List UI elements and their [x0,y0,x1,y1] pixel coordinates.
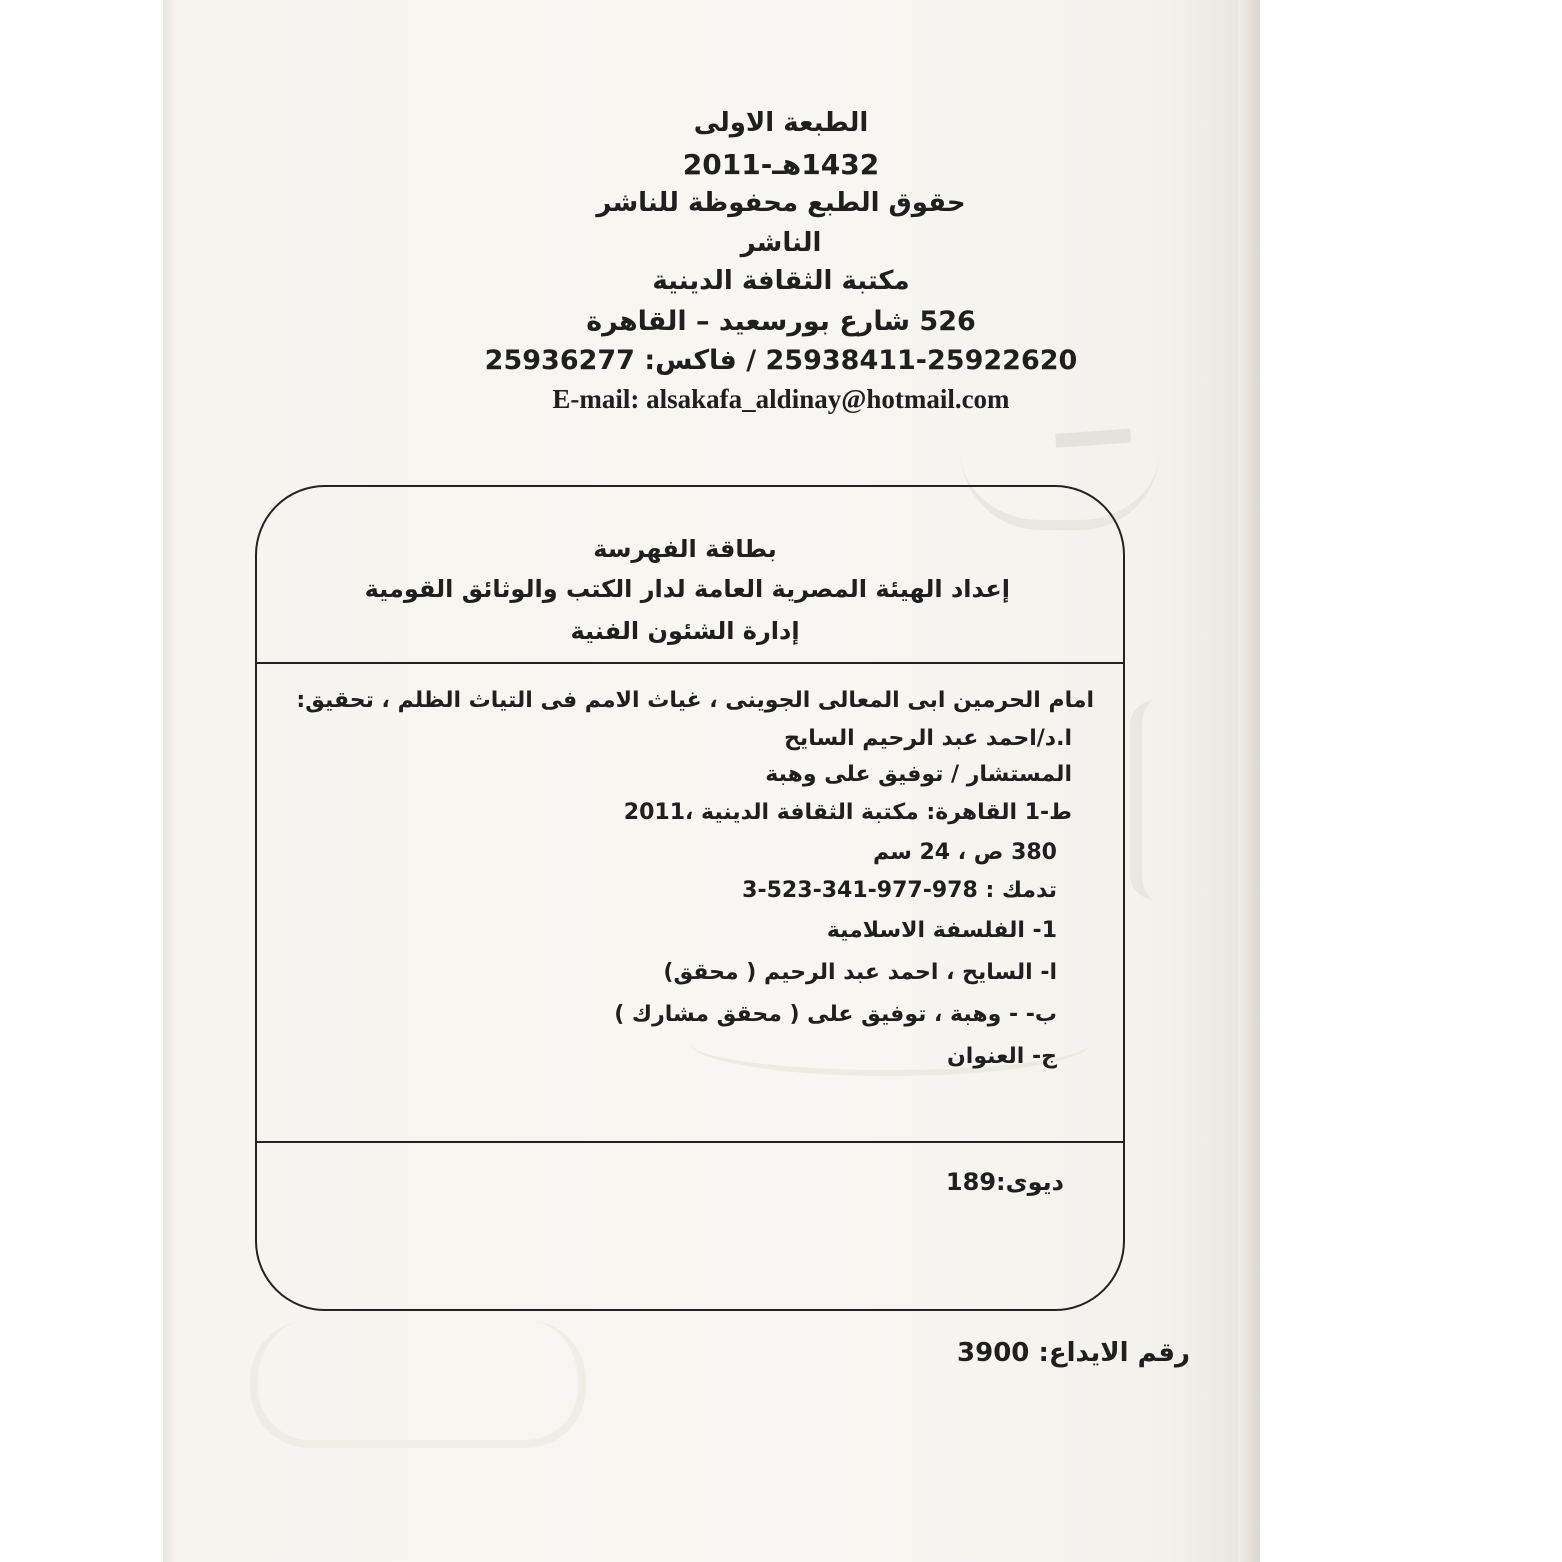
year-line: 1432هـ-2011 [682,148,880,181]
catalog-entry-line: ا- السايح ، احمد عبد الرحيم ( محقق) [663,960,1057,985]
publisher-email: E-mail: alsakafa_aldinay@hotmail.com [552,384,1010,414]
bleed-through-mark [250,1320,586,1448]
bleed-through-mark [1130,700,1182,900]
catalog-card-prepared-by: إعداد الهيئة المصرية العامة لدار الكتب والوثائق القومية [364,575,1010,603]
edition-line: الطبعة الاولى [693,108,869,138]
card-divider [257,1141,1123,1143]
deposit-number: رقم الايداع: 3900 [957,1338,1190,1368]
dewey-classification: ديوى:189 [945,1168,1064,1196]
publisher-phones: 25938411-25922620 / فاكس: 25936277 [484,345,1078,376]
publisher-label: الناشر [740,228,822,258]
rights-line: حقوق الطبع محفوظة للناشر [596,188,966,218]
publisher-name: مكتبة الثقافة الدينية [652,266,910,296]
card-divider [257,662,1123,664]
catalog-entry-line: 1- الفلسفة الاسلامية [826,918,1057,943]
catalog-entry-line: المستشار / توفيق على وهبة [765,762,1072,787]
catalog-card-title: بطاقة الفهرسة [593,535,777,563]
catalog-entry-line: ج- العنوان [947,1044,1057,1069]
catalog-entry-line: ا.د/احمد عبد الرحيم السايح [784,726,1072,751]
bleed-through-mark: _ [1043,267,1132,449]
catalog-entry-line: ط-1 القاهرة: مكتبة الثقافة الدينية ،2011 [623,800,1072,825]
catalog-entry-line: ب- - وهبة ، توفيق على ( محقق مشارك ) [614,1002,1057,1027]
catalog-entry-line: 380 ص ، 24 سم [872,840,1057,865]
catalog-entry-line: امام الحرمين ابى المعالى الجوينى ، غياث الامم فى التياث الظلم ، تحقيق: [296,688,1094,713]
catalog-card-department: إدارة الشئون الفنية [570,617,800,645]
catalog-entry-line: تدمك : 978-977-341-523-3 [742,878,1057,903]
publisher-address: 526 شارع بورسعيد – القاهرة [586,306,976,337]
